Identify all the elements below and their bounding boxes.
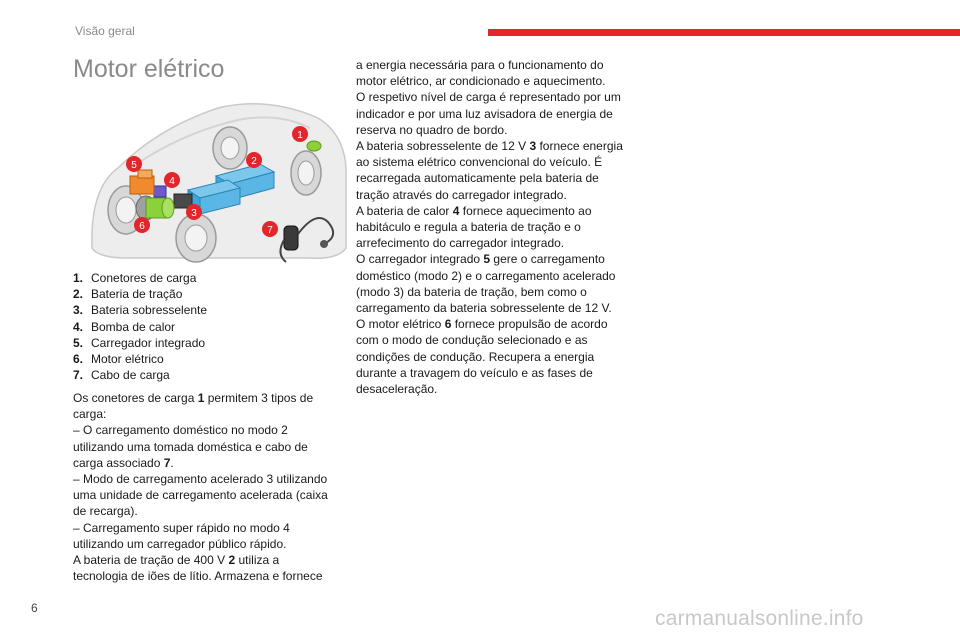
callout-3 [186, 204, 202, 220]
paragraph: – O carregamento doméstico no modo 2 utilizando uma tomada doméstica e cabo de carga associado 7. [73, 423, 308, 470]
callout-2 [246, 152, 262, 168]
svg-text:3: 3 [191, 208, 197, 219]
legend-item: 2. Bateria de tração [73, 287, 183, 302]
paragraph: O motor elétrico 6 fornece propulsão de acordo com o modo de condução selecionado e as condições de condução. Recupera a energia durante a travagem do veículo e as fases de desaceleração. [356, 317, 608, 397]
paragraph: A bateria de calor 4 fornece aquecimento ao habitáculo e regula a bateria de tração e o arrefecimento do carregador integrado. [356, 203, 592, 251]
watermark: carmanualsonline.info [655, 607, 864, 630]
legend-item: 1. Conetores de carga [73, 271, 197, 285]
legend-item: 4. Bomba de calor [73, 319, 176, 334]
paragraph: – Modo de carregamento acelerado 3 utilizando uma unidade de carregamento acelerada (caixa de recarga). [73, 472, 328, 519]
paragraph: – Carregamento super rápido no modo 4 utilizando um carregador público rápido. [73, 520, 290, 551]
charging-connector-shape [307, 141, 321, 151]
callout-6 [134, 217, 150, 233]
legend-item: 5. Carregador integrado [73, 335, 206, 350]
svg-text:2: 2 [251, 156, 257, 167]
wheel-rear-top [213, 127, 247, 169]
electric-car-illustration [88, 98, 350, 266]
electric-motor-shape [136, 196, 174, 220]
component-legend [73, 270, 333, 383]
paragraph: O respetivo nível de carga é representado por um indicador e por uma luz avisadora de energia de reserva no quadro de bordo. [356, 90, 621, 137]
page-number: 6 [31, 601, 38, 615]
svg-text:4: 4 [169, 176, 175, 187]
callout-7 [262, 221, 278, 237]
wheel-front-bottom [176, 214, 216, 262]
callout-1 [292, 126, 308, 142]
paragraph: a energia necessária para o funcionamento do motor elétrico, ar condicionado e aquecimento. [356, 58, 606, 89]
body-column-right [356, 57, 626, 397]
legend-item: 6. Motor elétrico [73, 352, 164, 367]
paragraph: Os conetores de carga 1 permitem 3 tipos de carga: [73, 391, 314, 422]
page-title: Motor elétrico [73, 55, 225, 83]
paragraph: A bateria sobresselente de 12 V 3 fornece energia ao sistema elétrico convencional do veículo. É recarregada automaticamente pela bateria de tração através do carregador integrado. [356, 139, 623, 202]
svg-text:6: 6 [139, 221, 145, 232]
wheel-front-right [291, 151, 321, 195]
callout-4 [164, 172, 180, 188]
legend-item: 7. Cabo de carga [73, 368, 170, 383]
callout-5 [126, 156, 142, 172]
section-accent-bar [488, 29, 960, 36]
svg-text:1: 1 [297, 130, 303, 141]
body-column-left [73, 390, 335, 584]
heat-pump-shape [154, 186, 166, 197]
svg-text:5: 5 [131, 160, 137, 171]
paragraph: O carregador integrado 5 gere o carregamento doméstico (modo 2) e o carregamento acelerado (modo 3) da bateria de tração, bem como o carregamento da bateria sobresselente de 12 V. [356, 252, 616, 316]
legend-item: 3. Bateria sobresselente [73, 303, 208, 318]
section-header: Visão geral [75, 24, 135, 38]
svg-text:7: 7 [267, 225, 273, 236]
paragraph: A bateria de tração de 400 V 2 utiliza a tecnologia de iões de lítio. Armazena e fornece [73, 553, 323, 584]
